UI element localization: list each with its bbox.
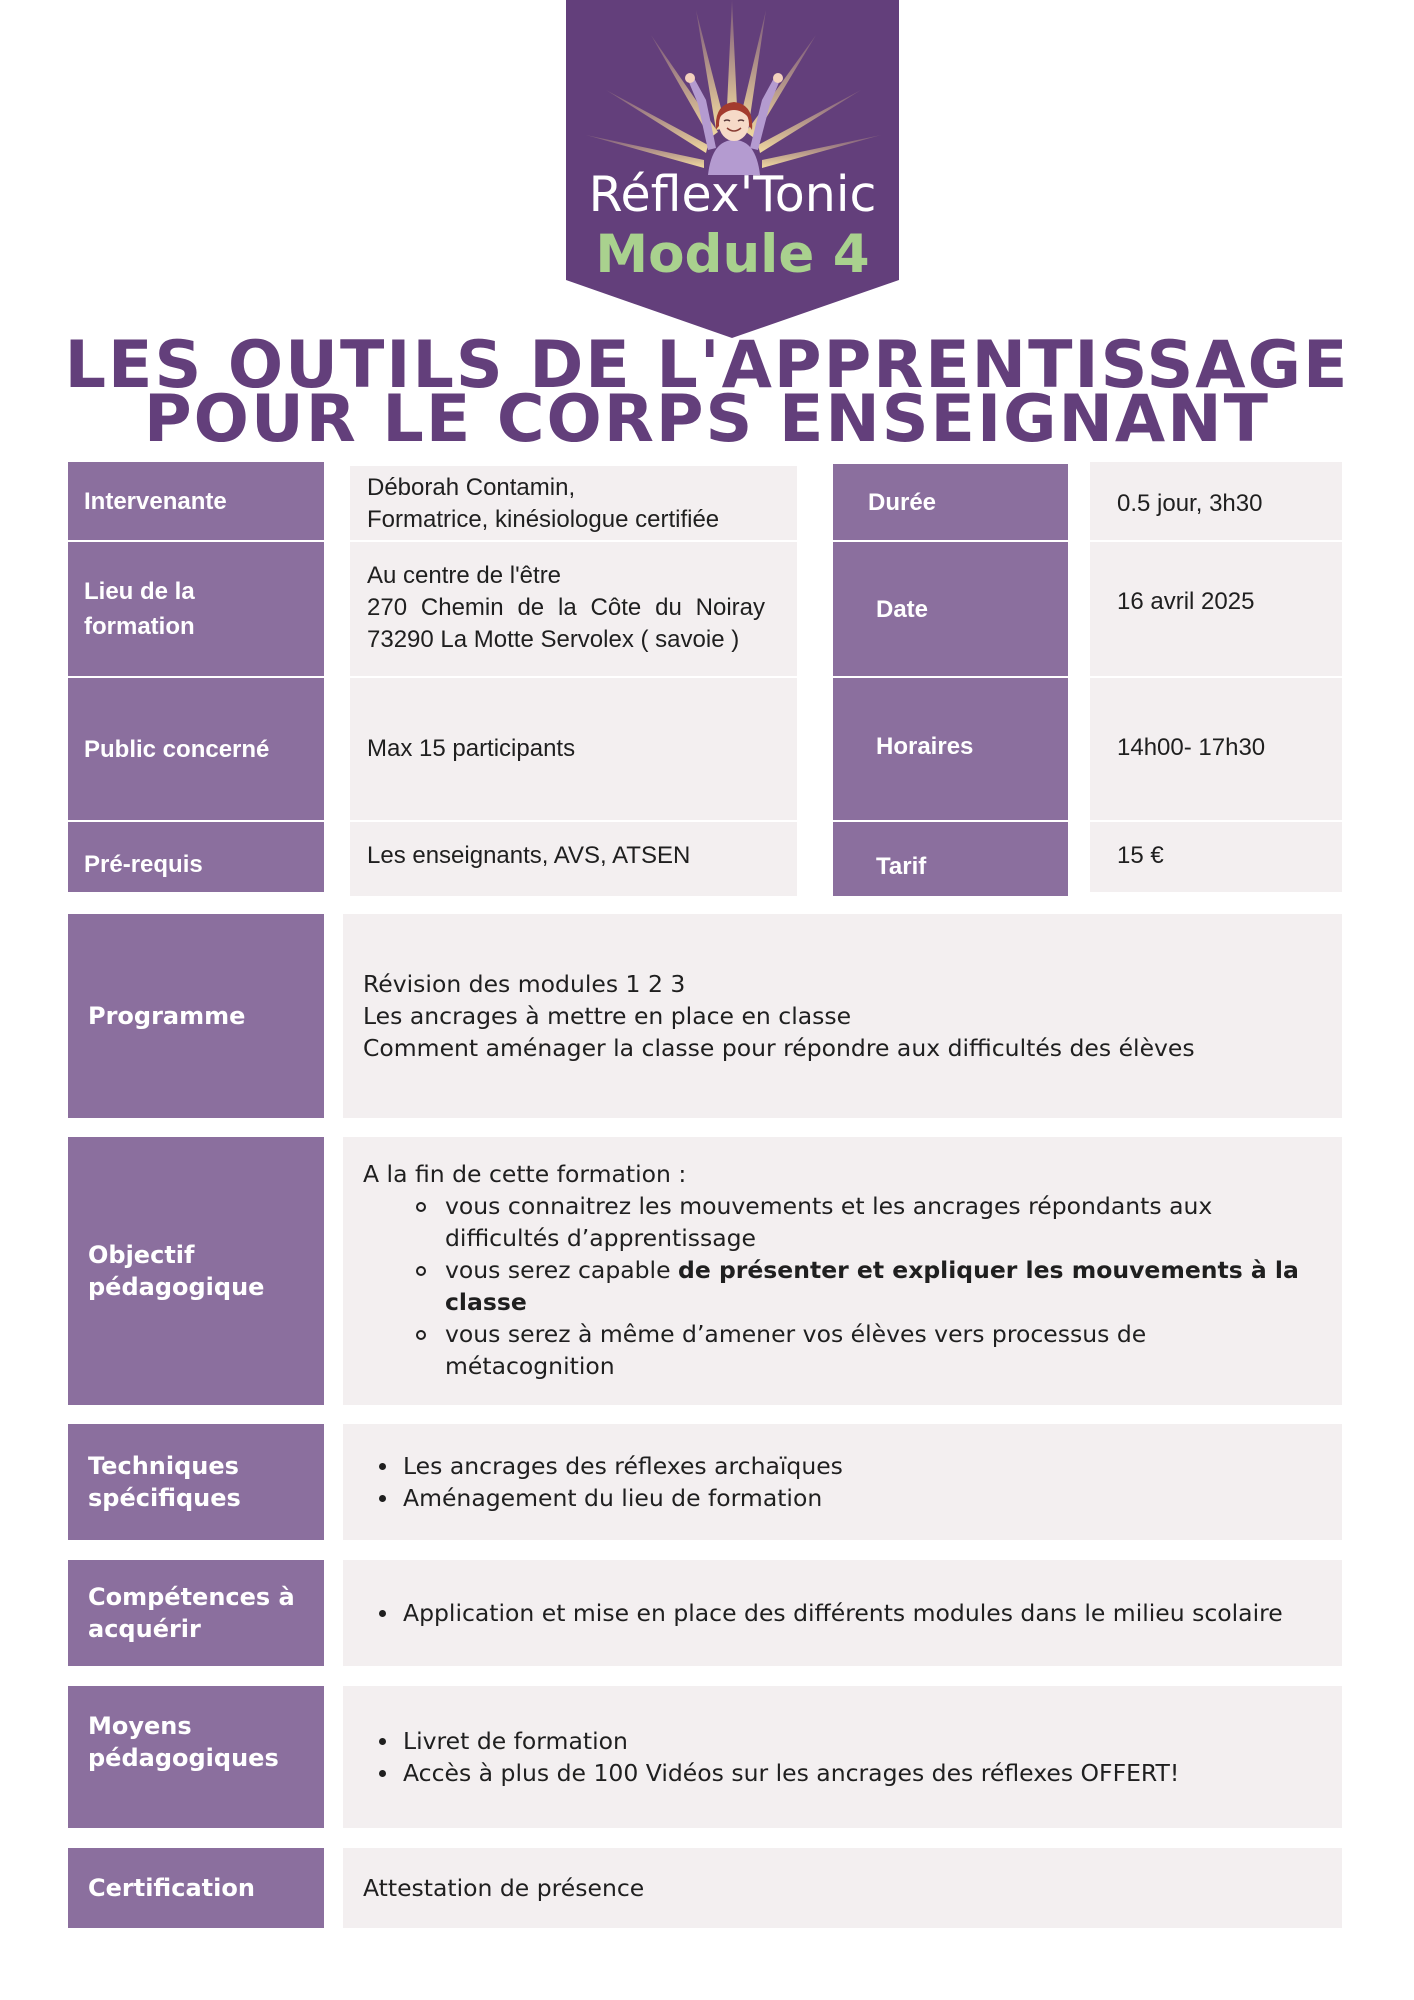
lieu-label-line-2: formation — [84, 613, 195, 640]
objectif-intro: A la fin de cette formation : — [363, 1160, 687, 1188]
moyens-content — [343, 1686, 1342, 1828]
brand-name: Réflex'Tonic — [588, 166, 877, 223]
list-item: Accès à plus de 100 Vidéos sur les ancrages des réflexes OFFERT! — [363, 1757, 1322, 1789]
tarif-value: 15 € — [1090, 822, 1342, 892]
programme-line-3: Comment aménager la classe pour répondre aux difficultés des élèves — [363, 1034, 1195, 1062]
certification-label: Certification — [68, 1848, 324, 1928]
objectif-label-line-2: pédagogique — [88, 1273, 265, 1301]
programme-content — [343, 914, 1342, 1118]
objectif-item-2-bold-1: de présenter et expliquer les mouvements à la — [678, 1256, 1299, 1284]
prerequis-label: Pré-requis — [68, 822, 324, 892]
prerequis-value: Les enseignants, AVS, ATSEN — [350, 822, 797, 896]
techniques-content — [343, 1424, 1342, 1540]
list-item: Application et mise en place des différents modules dans le milieu scolaire — [363, 1597, 1322, 1629]
intervenante-name: Déborah Contamin, — [367, 474, 576, 501]
page-title-line-1: LES OUTILS DE L'APPRENTISSAGE — [64, 328, 1350, 403]
programme-line-2: Les ancrages à mettre en place en classe — [363, 1002, 852, 1030]
list-item: Livret de formation — [363, 1725, 1322, 1757]
techniques-label-line-2: spécifiques — [88, 1484, 241, 1512]
public-label: Public concerné — [68, 678, 324, 820]
horaires-value: 14h00- 17h30 — [1090, 678, 1342, 820]
list-item: Les ancrages des réflexes archaïques — [363, 1450, 1322, 1482]
programme-line-1: Révision des modules 1 2 3 — [363, 970, 686, 998]
duree-value: 0.5 jour, 3h30 — [1090, 462, 1342, 540]
date-label: Date — [833, 542, 1068, 676]
techniques-label — [68, 1424, 324, 1540]
objectif-item-3-line-1: vous serez à même d’amener vos élèves vers processus de — [445, 1320, 1147, 1348]
moyens-label-line-1: Moyens — [88, 1712, 192, 1740]
duree-label: Durée — [833, 464, 1068, 540]
moyens-label-line-2: pédagogiques — [88, 1744, 279, 1772]
tarif-label: Tarif — [833, 822, 1068, 896]
date-value: 16 avril 2025 — [1090, 542, 1342, 676]
page-title-line-2: POUR LE CORPS ENSEIGNANT — [144, 382, 1270, 457]
moyens-list — [363, 1725, 1322, 1789]
objectif-item-2-prefix: vous serez capable — [445, 1256, 679, 1284]
competences-label — [68, 1560, 324, 1666]
certification-text: Attestation de présence — [363, 1874, 645, 1902]
public-value: Max 15 participants — [350, 678, 797, 820]
horaires-label: Horaires — [833, 678, 1068, 820]
objectif-item-1-line-1: vous connaitrez les mouvements et les ancrages répondants aux — [445, 1192, 1213, 1220]
objectif-item-3 — [363, 1318, 1322, 1382]
module-label: Module 4 — [595, 224, 870, 285]
competences-list — [363, 1597, 1322, 1629]
objectif-item-2-bold-2: classe — [445, 1288, 527, 1316]
lieu-label — [68, 542, 324, 676]
objectif-label-line-1: Objectif — [88, 1241, 195, 1269]
competences-content — [343, 1560, 1342, 1666]
objectif-list — [363, 1190, 1322, 1382]
programme-label: Programme — [68, 914, 324, 1118]
objectif-item-1 — [363, 1190, 1322, 1254]
lieu-value — [350, 542, 797, 676]
techniques-list — [363, 1450, 1322, 1514]
objectif-item-2 — [363, 1254, 1322, 1318]
techniques-label-line-1: Techniques — [88, 1452, 239, 1480]
objectif-item-3-line-2: métacognition — [445, 1352, 615, 1380]
lieu-line-2: 270 Chemin de la Côte du Noiray — [367, 594, 765, 621]
intervenante-value — [350, 466, 797, 540]
lieu-line-3: 73290 La Motte Servolex ( savoie ) — [367, 626, 740, 653]
list-item: Aménagement du lieu de formation — [363, 1482, 1322, 1514]
lieu-line-1: Au centre de l'être — [367, 562, 562, 589]
lieu-label-line-1: Lieu de la — [84, 578, 195, 605]
intervenante-role: Formatrice, kinésiologue certifiée — [367, 506, 720, 533]
objectif-content — [343, 1137, 1342, 1405]
objectif-label — [68, 1137, 324, 1405]
competences-label-line-2: acquérir — [88, 1615, 201, 1643]
moyens-label — [68, 1686, 324, 1828]
competences-label-line-1: Compétences à — [88, 1583, 295, 1611]
objectif-item-1-line-2: difficultés d’apprentissage — [445, 1224, 757, 1252]
intervenante-label: Intervenante — [68, 462, 324, 540]
certification-value — [343, 1848, 1342, 1928]
